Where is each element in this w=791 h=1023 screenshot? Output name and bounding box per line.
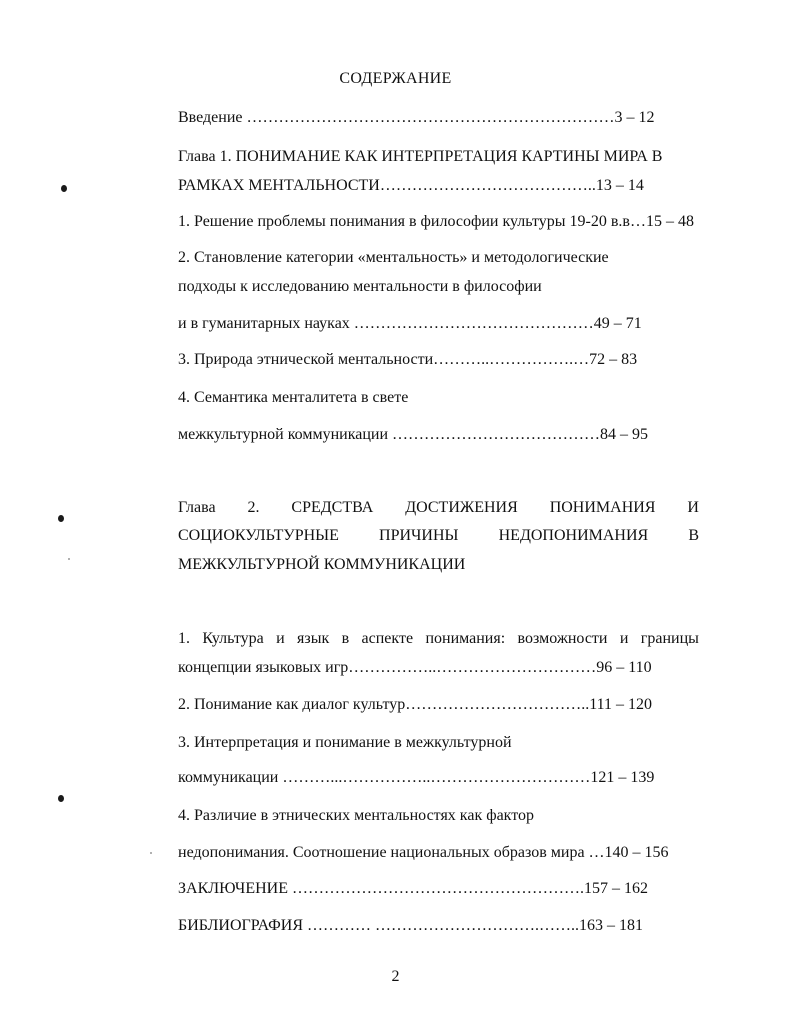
punch-hole-mark	[58, 795, 64, 802]
s21-word: Культура	[202, 630, 264, 647]
ch2-word: ПРИЧИНЫ	[379, 527, 459, 544]
toc-entry-1-1: 1. Решение проблемы понимания в философии культуры 19-20 в.в…15 – 48	[178, 213, 694, 230]
s21-word: 1.	[178, 630, 190, 647]
s21-word: аспекте	[361, 630, 414, 647]
toc-entry-2-1-line1	[178, 629, 699, 649]
toc-entry-1-2-line1: 2. Становление категории «ментальность» и методологические	[178, 249, 609, 266]
page-title: СОДЕРЖАНИЕ	[339, 70, 452, 87]
scan-speck	[68, 558, 70, 560]
s21-word: границы	[640, 630, 699, 647]
toc-entry-2-4-line2: недопонимания. Соотношение национальных образов мира …140 – 156	[178, 844, 669, 861]
punch-hole-mark	[58, 515, 64, 522]
toc-chapter2-title-line3: МЕЖКУЛЬТУРНОЙ КОММУНИКАЦИИ	[178, 556, 466, 573]
ch2-word: В	[688, 527, 699, 544]
punch-hole-mark	[61, 185, 67, 192]
ch2-word: 2.	[247, 499, 260, 516]
toc-entry-1-3: 3. Природа этнической ментальности………..…………….…72 – 83	[178, 351, 638, 368]
ch2-word: СОЦИОКУЛЬТУРНЫЕ	[178, 527, 339, 544]
s21-word: и	[619, 630, 629, 647]
toc-entry-bibliography: БИБЛИОГРАФИЯ ………… ………………………….……..163 – 181	[178, 917, 644, 934]
toc-entry-2-1-line2: концепции языковых игр……………..…………………………96 – 110	[178, 659, 652, 676]
page-number: 2	[391, 968, 400, 985]
toc-entry-2-3-line2: коммуникации ………...……………..…………………………121 – 139	[178, 769, 655, 786]
toc-chapter2-title-line2	[178, 526, 699, 546]
toc-entry-1-4-line1: 4. Семантика менталитета в свете	[178, 389, 409, 406]
toc-entry-1-2-line2: подходы к исследованию ментальности в философии	[178, 278, 542, 295]
ch2-word: И	[687, 499, 699, 516]
toc-chapter1-title-line1: Глава 1. ПОНИМАНИЕ КАК ИНТЕРПРЕТАЦИЯ КАРТИНЫ МИРА В	[178, 148, 663, 165]
toc-entry-conclusion: ЗАКЛЮЧЕНИЕ ……………………………………………….157 – 162	[178, 880, 648, 897]
toc-entry-2-2: 2. Понимание как диалог культур……………………………..111 – 120	[178, 696, 653, 713]
toc-chapter1-title-line2: РАМКАХ МЕНТАЛЬНОСТИ…………………………………..13 – 14	[178, 177, 644, 194]
toc-entry-1-4-line2: межкультурной коммуникации …………………………………84 – 95	[178, 426, 649, 443]
toc-entry-2-3-line1: 3. Интерпретация и понимание в межкультурной	[178, 734, 512, 751]
scan-speck	[150, 852, 152, 854]
toc-chapter2-title-line1	[178, 498, 699, 518]
s21-word: понимания:	[425, 630, 506, 647]
ch2-word: Глава	[178, 499, 216, 516]
toc-entry-1-2-line3: и в гуманитарных науках ………………………………………49 – 71	[178, 315, 642, 332]
toc-entry-intro: Введение ……………………………………………………………3 – 12	[178, 109, 655, 126]
s21-word: в	[341, 630, 350, 647]
ch2-word: НЕДОПОНИМАНИЯ	[498, 527, 649, 544]
ch2-word: ДОСТИЖЕНИЯ	[405, 499, 518, 516]
ch2-word: СРЕДСТВА	[291, 499, 374, 516]
s21-word: язык	[297, 630, 330, 647]
s21-word: и	[276, 630, 285, 647]
s21-word: возможности	[517, 630, 608, 647]
toc-entry-2-4-line1: 4. Различие в этнических ментальностях как фактор	[178, 807, 535, 824]
ch2-word: ПОНИМАНИЯ	[549, 499, 656, 516]
